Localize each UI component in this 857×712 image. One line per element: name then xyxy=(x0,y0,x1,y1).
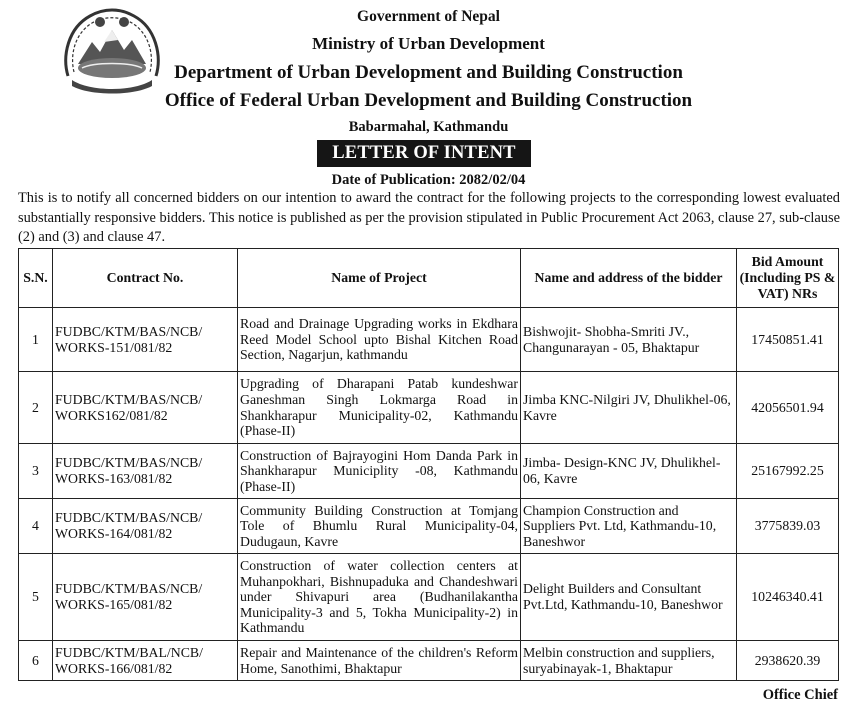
row-amount: 17450851.41 xyxy=(737,308,839,372)
row-sn: 5 xyxy=(19,554,53,641)
department-title: Department of Urban Development and Building Construction xyxy=(174,62,683,83)
publication-date: Date of Publication: 2082/02/04 xyxy=(331,172,526,188)
row-contract-no: FUDBC/KTM/BAS/NCB/ WORKS162/081/82 xyxy=(53,372,238,444)
row-amount: 3775839.03 xyxy=(737,499,839,554)
row-project: Road and Drainage Upgrading works in Ekdhara Reed Model School upto Bishal Kitchen Road Section, Nagarjun, kathmandu xyxy=(238,308,521,372)
table-row xyxy=(19,554,839,641)
row-sn: 2 xyxy=(19,372,53,444)
row-amount: 25167992.25 xyxy=(737,444,839,499)
table-row xyxy=(19,372,839,444)
row-sn: 3 xyxy=(19,444,53,499)
row-bidder: Bishwojit- Shobha-Smriti JV., Changunarayan - 05, Bhaktapur xyxy=(521,308,737,372)
row-project: Repair and Maintenance of the children's Reform Home, Sanothimi, Bhaktapur xyxy=(238,641,521,681)
table-row xyxy=(19,444,839,499)
office-title: Office of Federal Urban Development and Building Construction xyxy=(164,90,693,111)
government-title: Government of Nepal xyxy=(357,8,500,25)
table-row xyxy=(19,308,839,372)
row-sn: 4 xyxy=(19,499,53,554)
row-bidder: Delight Builders and Consultant Pvt.Ltd, Kathmandu-10, Baneshwor xyxy=(521,554,737,641)
header-contract-no: Contract No. xyxy=(53,249,238,308)
row-amount: 10246340.41 xyxy=(737,554,839,641)
row-contract-no: FUDBC/KTM/BAS/NCB/ WORKS-151/081/82 xyxy=(53,308,238,372)
intro-paragraph: This is to notify all concerned bidders on our intention to award the contract for the following projects to the corresponding lowest evaluated substantially responsive bidders. This notice is published as per the provision stipulated in Public Procurement Act 2063, clause 27, sub-clause (2) and (3) and clause 47. xyxy=(18,190,840,245)
ministry-title: Ministry of Urban Development xyxy=(312,34,545,53)
header-bidder: Name and address of the bidder xyxy=(521,249,737,308)
header-sn: S.N. xyxy=(19,249,53,308)
row-bidder: Melbin construction and suppliers, suryabinayak-1, Bhaktapur xyxy=(521,641,737,681)
row-amount: 42056501.94 xyxy=(737,372,839,444)
row-bidder: Jimba KNC-Nilgiri JV, Dhulikhel-06, Kavre xyxy=(521,372,737,444)
row-project: Construction of Bajrayogini Hom Danda Park in Shankharapur Municiplity -08, Kathmandu (Phase-II) xyxy=(238,444,521,499)
header-project-name: Name of Project xyxy=(238,249,521,308)
letter-of-intent-title: LETTER OF INTENT xyxy=(317,140,531,167)
row-bidder: Jimba- Design-KNC JV, Dhulikhel-06, Kavre xyxy=(521,444,737,499)
row-contract-no: FUDBC/KTM/BAS/NCB/ WORKS-165/081/82 xyxy=(53,554,238,641)
table-row xyxy=(19,499,839,554)
table-row xyxy=(19,641,839,681)
row-project: Community Building Construction at Tomjang Tole of Bhumlu Rural Municipality-04, Dudugaun, Kavre xyxy=(238,499,521,554)
row-contract-no: FUDBC/KTM/BAS/NCB/ WORKS-164/081/82 xyxy=(53,499,238,554)
contracts-table xyxy=(18,248,839,681)
row-contract-no: FUDBC/KTM/BAL/NCB/ WORKS-166/081/82 xyxy=(53,641,238,681)
row-bidder: Champion Construction and Suppliers Pvt. Ltd, Kathmandu-10, Baneshwor xyxy=(521,499,737,554)
row-project: Upgrading of Dharapani Patab kundeshwar Ganeshman Singh Lokmarga Road in Shankharapur Municipality-02, Kathmandu (Phase-II) xyxy=(238,372,521,444)
row-sn: 6 xyxy=(19,641,53,681)
office-location: Babarmahal, Kathmandu xyxy=(348,119,509,135)
row-contract-no: FUDBC/KTM/BAS/NCB/ WORKS-163/081/82 xyxy=(53,444,238,499)
row-sn: 1 xyxy=(19,308,53,372)
signatory: Office Chief xyxy=(762,687,838,703)
table-header-row xyxy=(19,249,839,308)
row-amount: 2938620.39 xyxy=(737,641,839,681)
row-project: Construction of water collection centers at Muhanpokhari, Bishnupaduka and Chandeshwari under Shivapuri area (Budhanilakantha Municipality-3 and 5, Tokha Municipality-2) in Kathmandu xyxy=(238,554,521,641)
header-bid-amount: Bid Amount (Including PS & VAT) NRs xyxy=(737,249,839,308)
